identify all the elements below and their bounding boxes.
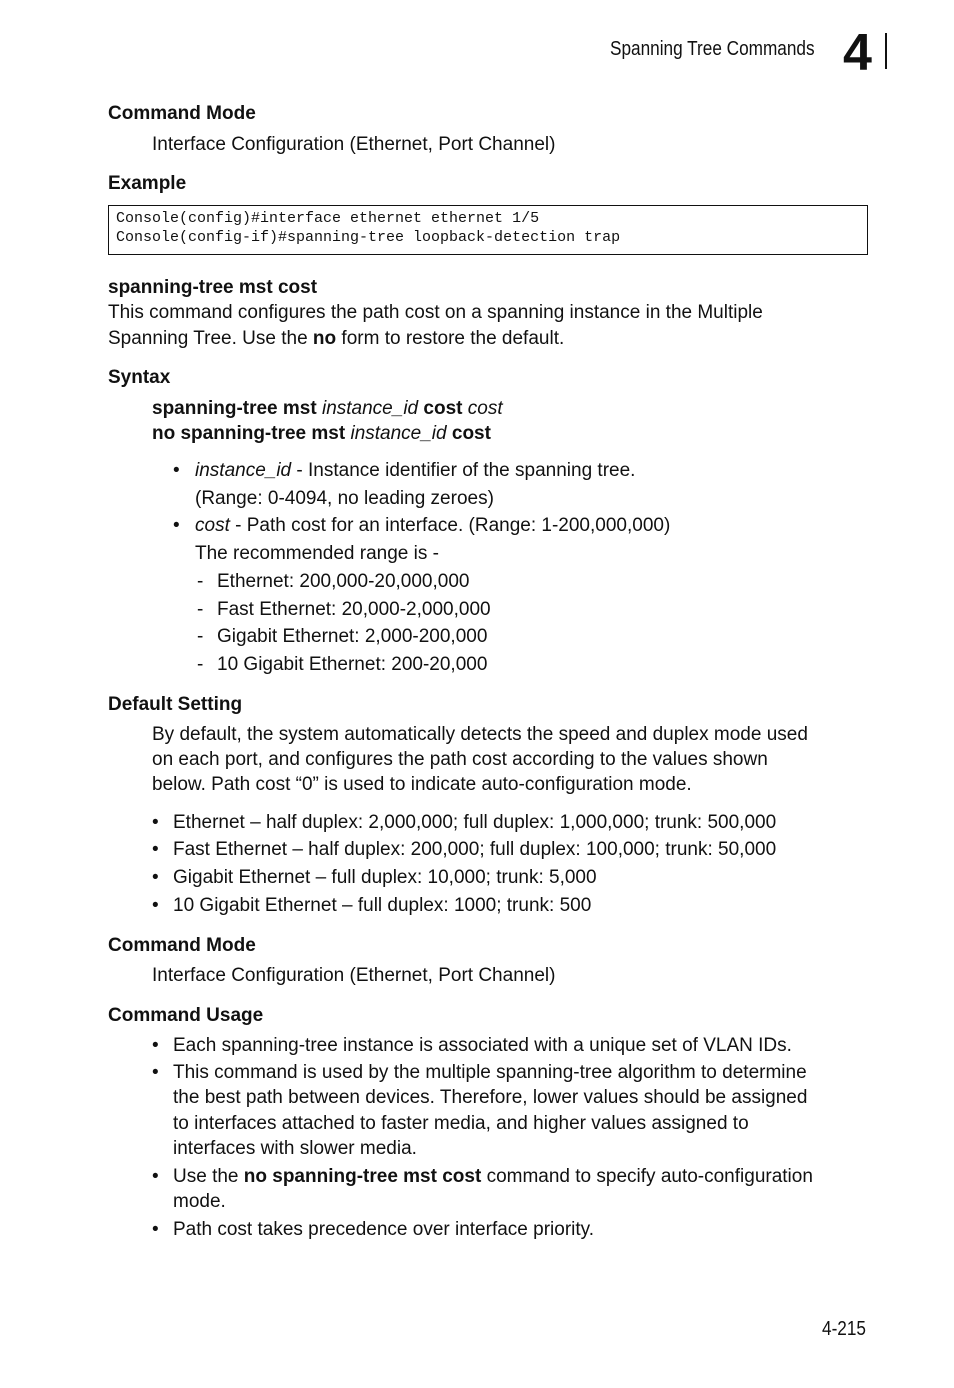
command-mode-text: Interface Configuration (Ethernet, Port Channel)	[152, 965, 556, 986]
usage-bullet-cont: mode.	[173, 1191, 226, 1212]
default-setting-text: on each port, and configures the path cost according to the values shown	[152, 749, 768, 770]
code-example-box	[108, 205, 868, 255]
page-number: 4-215	[822, 1318, 866, 1340]
example-heading: Example	[108, 173, 187, 194]
bullet-icon: •	[152, 867, 159, 888]
default-bullet: 10 Gigabit Ethernet – full duplex: 1000; trunk: 500	[173, 895, 592, 916]
syntax-line-2: no spanning-tree mst instance_id cost	[152, 423, 491, 444]
bullet-icon: •	[152, 1035, 159, 1056]
command-title: spanning-tree mst cost	[108, 277, 318, 298]
command-usage-heading: Command Usage	[108, 1005, 264, 1026]
default-setting-heading: Default Setting	[108, 694, 243, 715]
dash-icon: -	[197, 654, 204, 675]
running-header: Spanning Tree Commands	[610, 38, 815, 60]
range-item: Ethernet: 200,000-20,000,000	[217, 571, 470, 592]
range-item: Fast Ethernet: 20,000-2,000,000	[217, 599, 491, 620]
command-description-line2: Spanning Tree. Use the no form to restore the default.	[108, 328, 565, 349]
bullet-icon: •	[152, 1062, 159, 1083]
chapter-divider	[885, 33, 887, 69]
param-instance-id: instance_id - Instance identifier of the spanning tree.	[195, 460, 636, 481]
default-setting-text: By default, the system automatically detects the speed and duplex mode used	[152, 724, 808, 745]
range-item: 10 Gigabit Ethernet: 200-20,000	[217, 654, 488, 675]
chapter-number: 4	[843, 24, 872, 82]
usage-bullet-cont: interfaces with slower media.	[173, 1138, 417, 1159]
param-cost-note: The recommended range is -	[195, 543, 439, 564]
param-cost: cost - Path cost for an interface. (Range: 1-200,000,000)	[195, 515, 671, 536]
syntax-line-1: spanning-tree mst instance_id cost cost	[152, 398, 503, 419]
default-bullet: Fast Ethernet – half duplex: 200,000; full duplex: 100,000; trunk: 50,000	[173, 839, 777, 860]
syntax-heading: Syntax	[108, 367, 171, 388]
command-mode-text: Interface Configuration (Ethernet, Port Channel)	[152, 134, 556, 155]
bullet-icon: •	[152, 812, 159, 833]
code-line: Console(config)#interface ethernet ethernet 1/5	[116, 210, 540, 227]
bullet-icon: •	[152, 1219, 159, 1240]
usage-bullet: Each spanning-tree instance is associated with a unique set of VLAN IDs.	[173, 1035, 792, 1056]
usage-bullet: Path cost takes precedence over interface priority.	[173, 1219, 595, 1240]
bullet-icon: •	[173, 460, 180, 481]
dash-icon: -	[197, 599, 204, 620]
command-description: This command configures the path cost on a spanning instance in the Multiple	[108, 302, 763, 323]
param-instance-id-range: (Range: 0-4094, no leading zeroes)	[195, 488, 494, 509]
code-line: Console(config-if)#spanning-tree loopback-detection trap	[116, 229, 621, 246]
bullet-icon: •	[152, 839, 159, 860]
default-bullet: Ethernet – half duplex: 2,000,000; full duplex: 1,000,000; trunk: 500,000	[173, 812, 777, 833]
range-item: Gigabit Ethernet: 2,000-200,000	[217, 626, 488, 647]
bullet-icon: •	[152, 1166, 159, 1187]
dash-icon: -	[197, 626, 204, 647]
usage-bullet: Use the no spanning-tree mst cost command to specify auto-configuration	[173, 1166, 813, 1187]
command-mode-heading: Command Mode	[108, 103, 256, 124]
dash-icon: -	[197, 571, 204, 592]
default-bullet: Gigabit Ethernet – full duplex: 10,000; trunk: 5,000	[173, 867, 597, 888]
usage-bullet: This command is used by the multiple spanning-tree algorithm to determine	[173, 1062, 807, 1083]
usage-bullet-cont: to interfaces attached to faster media, and higher values assigned to	[173, 1113, 749, 1134]
bullet-icon: •	[173, 515, 180, 536]
usage-bullet-cont: the best path between devices. Therefore, lower values should be assigned	[173, 1087, 808, 1108]
bullet-icon: •	[152, 895, 159, 916]
command-mode-heading: Command Mode	[108, 935, 256, 956]
default-setting-text: below. Path cost “0” is used to indicate auto-configuration mode.	[152, 774, 692, 795]
